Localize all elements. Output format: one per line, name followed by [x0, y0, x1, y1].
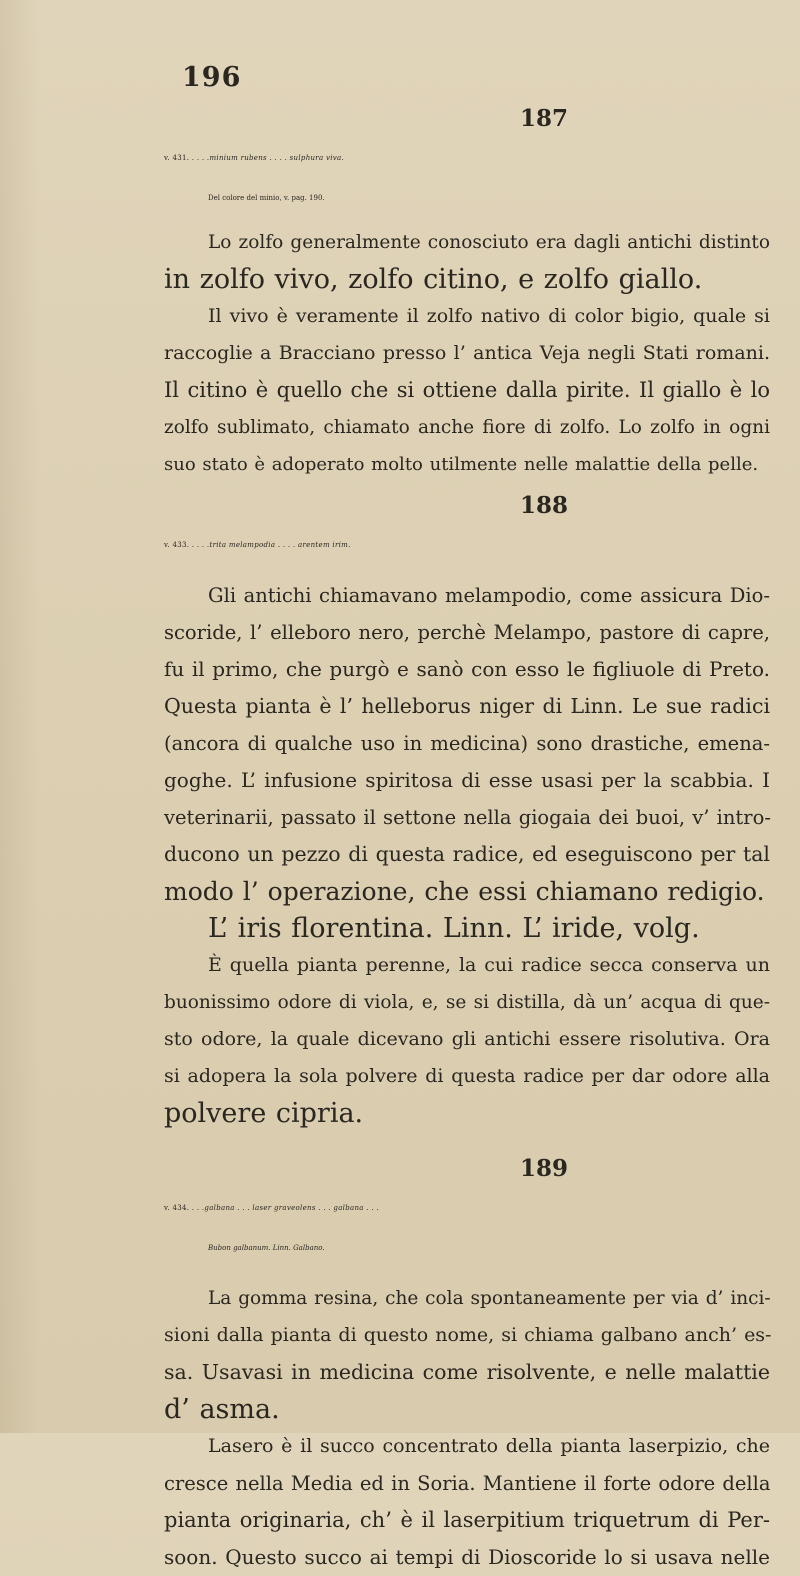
- text-line: Il vivo è veramente il zolfo nativo di color bigio, quale si: [208, 305, 770, 327]
- text-line: pianta originaria, ch’ è il laserpitium triquetrum di Per-: [164, 1508, 770, 1532]
- text-line: L’ iris florentina. Linn. L’ iride, volg.: [208, 913, 700, 944]
- note-text: [164, 577, 770, 1132]
- text-line: sioni dalla pianta di questo nome, si chiama galbano anch’ es-: [164, 1324, 772, 1346]
- note-subhead: Del colore del minio, v. pag. 190.: [208, 194, 325, 202]
- text-line: ducono un pezzo di questa radice, ed eseguiscono per tal: [164, 842, 770, 866]
- text-line: sto odore, la quale dicevano gli antichi essere risolutiva. Ora: [164, 1028, 770, 1050]
- verse-ref: v. 431. . . . .: [164, 154, 210, 162]
- text-line: modo l’ operazione, che essi chiamano redigio.: [164, 877, 765, 906]
- text-line: d’ asma.: [164, 1394, 280, 1425]
- text-line: La gomma resina, che cola spontaneamente per via d’ inci-: [208, 1288, 771, 1309]
- text-line: Lo zolfo generalmente conosciuto era dagli antichi distinto: [208, 232, 770, 253]
- text-line: cresce nella Media ed in Soria. Mantiene il forte odore della: [164, 1472, 771, 1495]
- text-line: si adopera la sola polvere di questa radice per dar odore alla: [164, 1065, 770, 1087]
- text-line: goghe. L’ infusione spiritosa di esse usasi per la scabbia. I: [164, 768, 770, 792]
- page-gutter-shadow: [0, 0, 40, 1433]
- note-text: [164, 224, 770, 483]
- text-line: sa. Usavasi in medicina come risolvente, e nelle malattie: [164, 1360, 770, 1384]
- text-line: veterinarii, passato il settone nella giogaia dei buoi, v’ intro-: [164, 806, 771, 829]
- verse-text: trita melampodia . . . . arentem irim.: [209, 541, 351, 549]
- text-line: scoride, l’ elleboro nero, perchè Melampo, pastore di capre,: [164, 621, 770, 644]
- text-line: suo stato è adoperato molto utilmente nelle malattie della pelle.: [164, 454, 759, 475]
- note-number: 187: [519, 105, 568, 132]
- verse-ref: v. 434. . . .: [164, 1204, 205, 1212]
- text-line: zolfo sublimato, chiamato anche fiore di zolfo. Lo zolfo in ogni: [164, 417, 770, 438]
- verse-text: galbana . . . laser graveolens . . . galbana . . .: [204, 1204, 379, 1212]
- note-number: 189: [519, 1155, 568, 1182]
- text-line: raccoglie a Bracciano presso l’ antica Veja negli Stati romani.: [164, 342, 770, 364]
- text-line: soon. Questo succo ai tempi di Dioscoride lo si usava nelle: [164, 1545, 770, 1569]
- text-line: Questa pianta è l’ helleborus niger di Linn. Le sue radici: [164, 694, 770, 718]
- page-number: 196: [182, 62, 242, 93]
- text-line: Gli antichi chiamavano melampodio, come assicura Dio-: [208, 584, 770, 607]
- text-line: fu il primo, che purgò e sanò con esso le figliuole di Preto.: [164, 657, 770, 681]
- note-subhead: Bubon galbanum. Linn. Galbano.: [208, 1244, 325, 1252]
- text-line: Lasero è il succo concentrato della pianta laserpizio, che: [208, 1435, 770, 1457]
- text-line: È quella pianta perenne, la cui radice secca conserva un: [208, 954, 770, 976]
- text-line: Il citino è quello che si ottiene dalla pirite. Il giallo è lo: [164, 378, 770, 402]
- verse-reference: [164, 138, 770, 178]
- text-line: buonissimo odore di viola, e, se si distilla, dà un’ acqua di que-: [164, 992, 770, 1013]
- note-text: [164, 1280, 770, 1576]
- verse-text: minium rubens . . . . sulphura viva.: [209, 154, 344, 162]
- text-line: polvere cipria.: [164, 1098, 364, 1129]
- note-number: 188: [519, 492, 568, 519]
- text-line: in zolfo vivo, zolfo citino, e zolfo giallo.: [164, 264, 703, 295]
- page-body: [164, 100, 772, 1576]
- text-line: (ancora di qualche uso in medicina) sono drastiche, emena-: [164, 732, 770, 755]
- verse-ref: v. 433. . . . .: [164, 541, 210, 549]
- verse-reference: [164, 1188, 770, 1228]
- verse-reference: [164, 525, 770, 565]
